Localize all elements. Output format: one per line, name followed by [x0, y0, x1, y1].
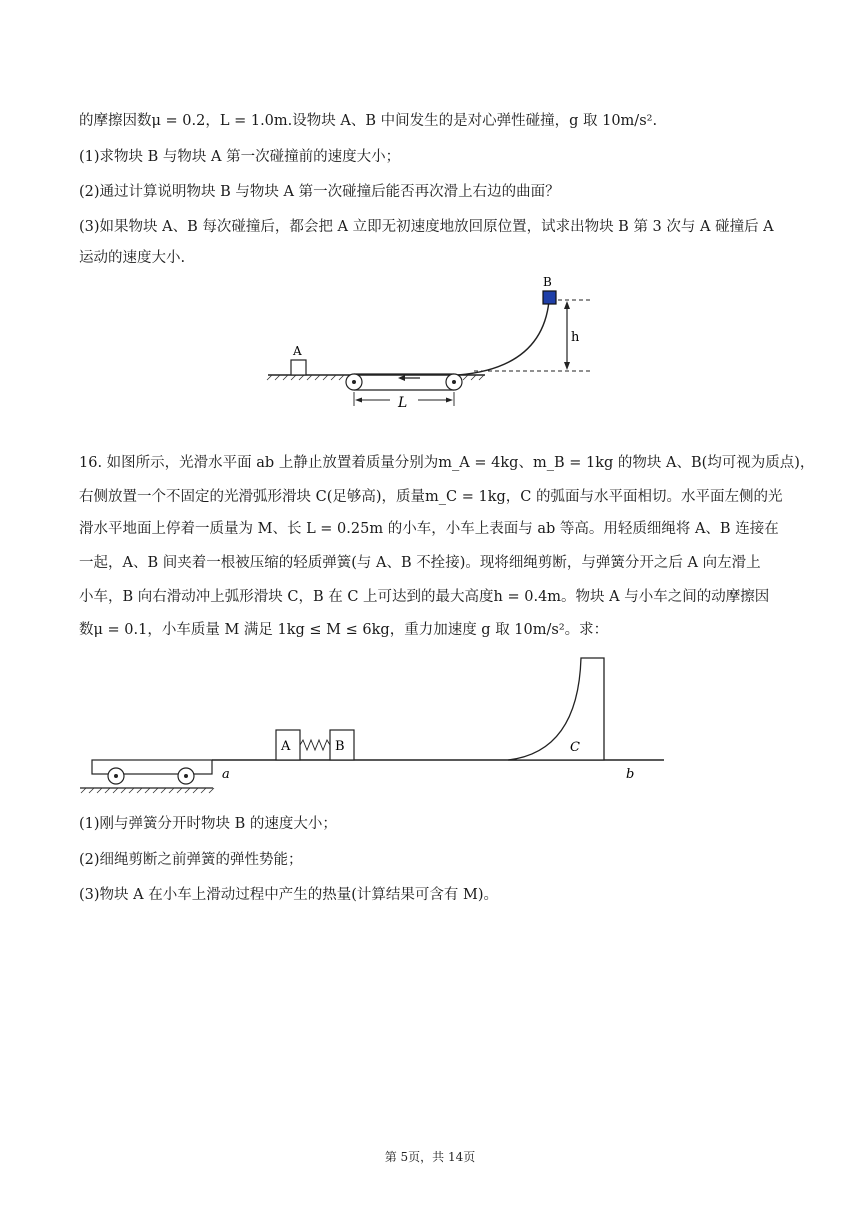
label-point-a: a [222, 767, 230, 782]
p15-question-3: (3)如果物块 A、B 每次碰撞后，都会把 A 立即无初速度地放回原位置，试求出物块 B 第 3 次与 A 碰撞后 A [79, 219, 774, 235]
p16-question-2: (2)细绳剪断之前弹簧的弹性势能； [79, 852, 303, 868]
page-footer: 第 5页，共 14页 [384, 1150, 476, 1164]
p16-line-2: 右侧放置一个不固定的光滑弧形滑块 C(足够高)，质量m_C = 1kg，C 的弧面与水平面相切。水平面左侧的光 [79, 489, 783, 505]
label-h: h [571, 330, 580, 345]
p15-line-1: 的摩擦因数μ = 0.2，L = 1.0m.设物块 A、B 中间发生的是对心弹性碰撞，g 取 10m/s². [79, 113, 658, 129]
label-a: A [281, 739, 291, 754]
label-point-b: b [626, 767, 635, 782]
p15-question-2: (2)通过计算说明物块 B 与物块 A 第一次碰撞后能否再次滑上右边的曲面？ [79, 184, 560, 200]
p16-question-1: (1)刚与弹簧分开时物块 B 的速度大小； [79, 816, 337, 832]
ground-hatching [81, 788, 214, 793]
label-l: L [398, 395, 408, 411]
p16-question-3: (3)物块 A 在小车上滑动过程中产生的热量(计算结果可含有 M)。 [79, 887, 498, 903]
p16-line-5: 小车，B 向右滑动冲上弧形滑块 C，B 在 C 上可达到的最大高度h = 0.4m。物块 A 与小车之间的动摩擦因 [79, 589, 770, 605]
p16-figure [78, 652, 668, 797]
p15-question-1: (1)求物块 B 与物块 A 第一次碰撞前的速度大小； [79, 149, 401, 165]
block-b [543, 291, 556, 304]
block-a [291, 360, 306, 375]
p16-line-3: 滑水平地面上停着一质量为 M、长 L = 0.25m 的小车，小车上表面与 ab 等高。用轻质细绳将 A、B 连接在 [79, 521, 779, 537]
arc-slider-c [508, 658, 604, 760]
p15-figure [260, 268, 600, 418]
label-b: B [335, 739, 345, 754]
label-a: A [293, 344, 302, 358]
label-c: C [570, 740, 580, 755]
spring [300, 740, 330, 750]
p16-line-4: 一起，A、B 间夹着一根被压缩的轻质弹簧(与 A、B 不拴接)。现将细绳剪断，与弹簧分开之后 A 向左滑上 [79, 555, 761, 571]
p16-line-1: 16. 如图所示，光滑水平面 ab 上静止放置着质量分别为m_A = 4kg、m_B = 1kg 的物块 A、B(均可视为质点)， [79, 455, 815, 471]
p16-line-6: 数μ = 0.1，小车质量 M 满足 1kg ≤ M ≤ 6kg，重力加速度 g 取 10m/s²。求： [79, 622, 609, 638]
curved-ramp [458, 301, 549, 375]
p15-question-3-cont: 运动的速度大小. [79, 250, 186, 266]
label-b: B [543, 275, 552, 289]
